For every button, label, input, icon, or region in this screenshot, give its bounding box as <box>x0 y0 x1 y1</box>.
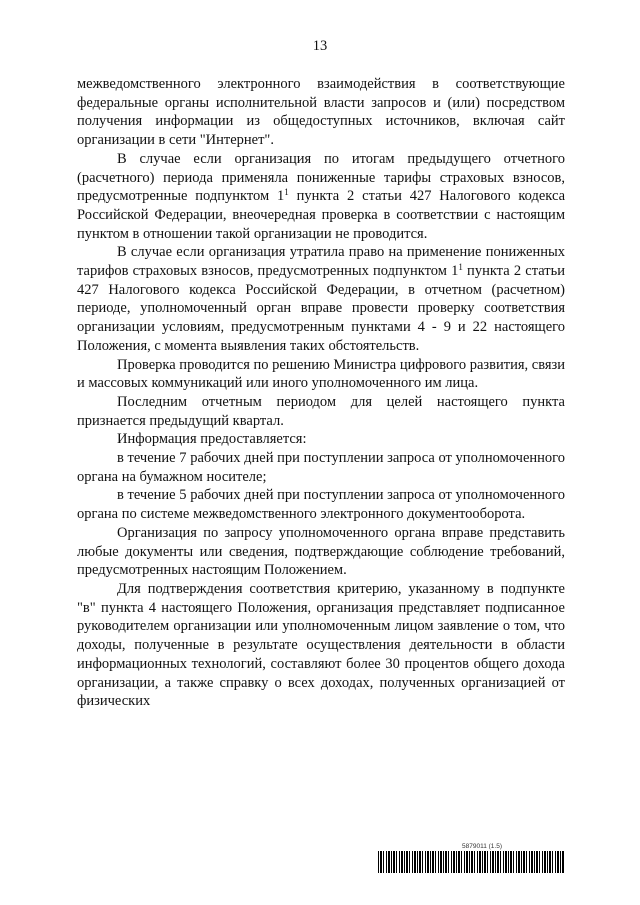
paragraph-3-text-b: пункта 2 статьи 427 Налогового кодекса Российской Федерации, в отчетном (расчетном) периоде, уполномоченный орган вправе провести проверку соответствия организации условиям, предусмотренным пунктами 4 - 9 и 22 настоящего Положения, с момента выявления таких обстоятельств. <box>77 263 565 354</box>
document-code: 5879011 (1.5) <box>462 843 502 850</box>
paragraph-6: Информация предоставляется: <box>117 431 307 448</box>
paragraph-5: Последним отчетным периодом для целей настоящего пункта признается предыдущий квартал. <box>77 393 565 429</box>
paragraph-4: Проверка проводится по решению Министра цифрового развития, связи и массовых коммуникаций или иного уполномоченного им лица. <box>77 356 566 392</box>
paragraph-10: Для подтверждения соответствия критерию, указанному в подпункте "в" пункта 4 настоящего Положения, организация представляет подписанное руководителем организации или уполномоченным лицом заявление о том, что доходы, полученные в результате осуществления деятельности в области информационных технологий, составляют более 30 процентов общего дохода организации, а также справку о всех доходах, полученных организацией от физических <box>77 580 565 710</box>
paragraph-2-text-a: В случае если организация по итогам предыдущего отчетного (расчетного) периода применяла пониженные тарифы страховых взносов, предусмотренные подпунктом 1 <box>77 150 565 205</box>
paragraph-1: межведомственного электронного взаимодействия в соответствующие федеральные органы исполнительной власти запросов и (или) посредством получения информации из общедоступных источников, включая сайт организации в сети "Интернет". <box>77 76 565 149</box>
paragraph-9: Организация по запросу уполномоченного органа вправе представить любые документы или сведения, подтверждающие соблюдение требований, предусмотренных настоящим Положением. <box>77 524 565 579</box>
barcode-icon <box>378 851 565 873</box>
paragraph-3 <box>77 243 565 355</box>
page-number: 13 <box>312 38 328 54</box>
paragraph-3-superscript: 1 <box>458 262 463 273</box>
paragraph-2-superscript: 1 <box>284 187 289 198</box>
paragraph-2-text-b: пункта 2 статьи 427 Налогового кодекса Российской Федерации, внеочередная проверка в соответствии с настоящим пунктом в отношении такой организации не проводится. <box>77 188 565 242</box>
paragraph-7: в течение 7 рабочих дней при поступлении запроса от уполномоченного органа на бумажном носителе; <box>77 450 565 485</box>
paragraph-3-text-a: В случае если организация утратила право на применение пониженных тарифов страховых взносов, предусмотренных подпунктом 1 <box>77 244 565 280</box>
paragraph-2 <box>77 150 565 244</box>
document-body <box>77 75 565 711</box>
paragraph-8: в течение 5 рабочих дней при поступлении запроса от уполномоченного органа по системе межведомственного электронного документооборота. <box>77 487 565 523</box>
